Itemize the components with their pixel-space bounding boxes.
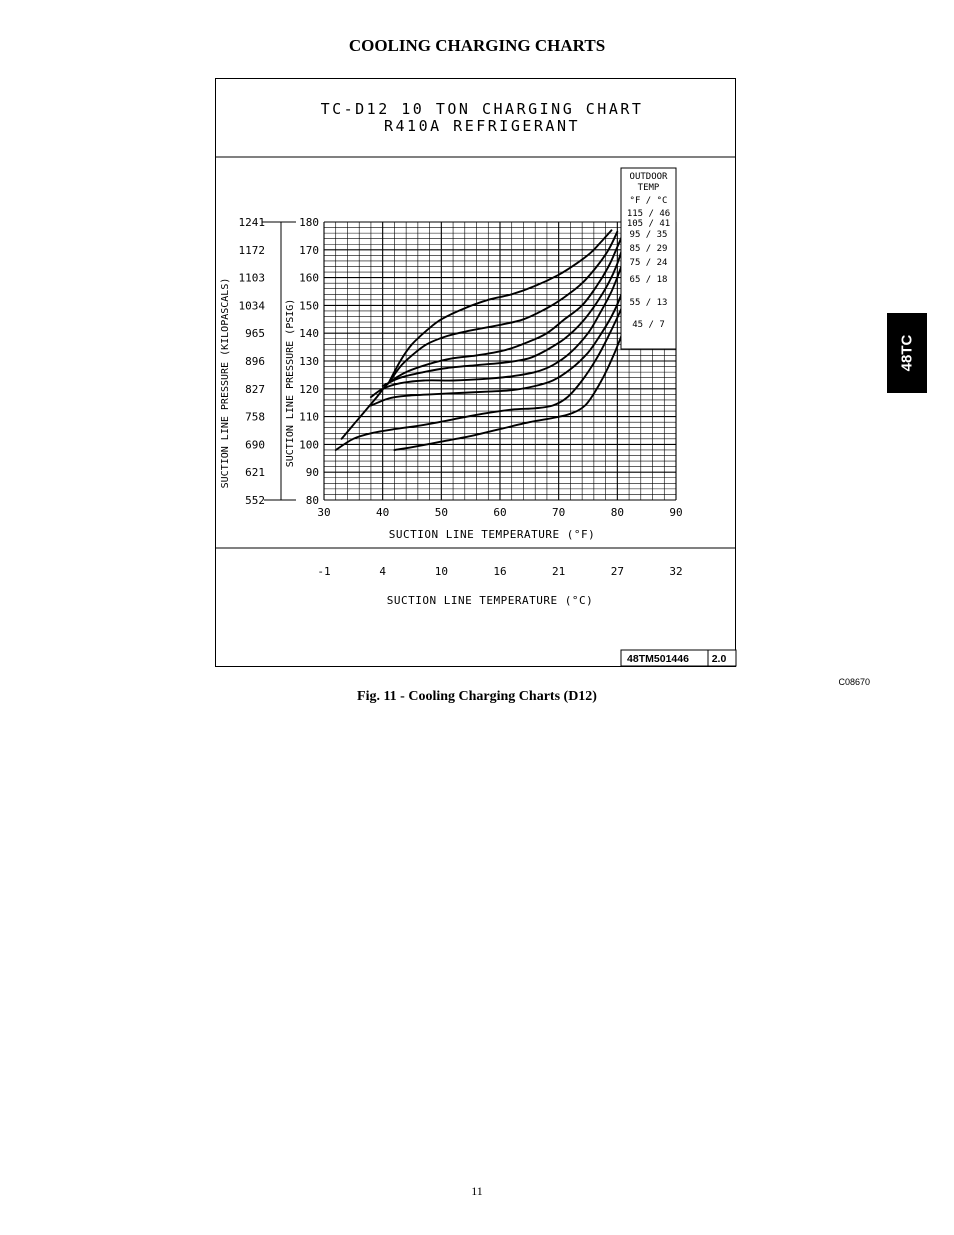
section-tab-label: 48TC [898,334,916,372]
x-tick-label-celsius: 16 [493,565,507,578]
figure-caption: Fig. 11 - Cooling Charging Charts (D12) [357,689,597,704]
x-tick-label: 90 [669,506,683,519]
x-tick-label: 80 [610,506,624,519]
axis-tick-labels [239,216,683,578]
figure-code: C08670 [838,677,870,687]
y-axis-label-kpa: SUCTION LINE PRESSURE (KILOPASCALS) [220,277,231,489]
x-tick-label-celsius: 27 [610,565,624,578]
x-tick-label: 30 [317,506,331,519]
y-axis-label-psig: SUCTION LINE PRESSURE (PSIG) [285,298,296,468]
legend-entry: 55 / 13 [629,298,668,308]
x-tick-label: 50 [434,506,448,519]
y-tick-label-kpa: 1241 [238,216,265,229]
y-tick-label-kpa: 1172 [238,243,265,257]
y-tick-label-psig: 170 [299,243,319,257]
y-tick-label-psig: 80 [305,494,319,507]
y-tick-label-kpa: 965 [245,327,265,341]
y-tick-label-psig: 110 [299,410,319,424]
chart-subtitle: R410A REFRIGERANT [383,117,581,135]
x-tick-label-celsius: 10 [434,565,448,578]
y-tick-label-kpa: 1034 [238,299,265,313]
y-tick-label-psig: 180 [299,216,319,229]
legend-units: °F / °C [629,196,668,206]
x-tick-label-celsius: 32 [669,565,683,578]
y-tick-label-kpa: 758 [245,410,265,424]
legend [621,168,676,349]
x-tick-label: 40 [376,506,390,519]
x-tick-label: 70 [552,506,566,519]
y-tick-label-psig: 150 [299,299,319,313]
section-tab [887,313,927,393]
legend-entry: 105 / 41 [626,219,671,229]
y-tick-label-kpa: 552 [245,494,265,507]
part-number: 48TM501446 [627,653,689,665]
legend-entry: 115 / 46 [626,209,671,219]
legend-entry: 95 / 35 [629,230,668,240]
y-tick-label-kpa: 1103 [238,271,265,285]
y-tick-label-kpa: 621 [245,466,265,480]
legend-entry: 65 / 18 [629,275,668,285]
legend-title-line2: TEMP [637,183,660,193]
y-tick-label-kpa: 896 [245,355,265,368]
x-tick-label-celsius: 4 [379,565,386,578]
y-tick-label-psig: 140 [299,327,319,341]
chart-title: TC-D12 10 TON CHARGING CHART [320,100,644,118]
x-tick-label-celsius: -1 [317,565,331,578]
y-tick-label-kpa: 690 [245,438,265,452]
y-tick-label-psig: 90 [305,466,319,480]
legend-entry: 75 / 24 [629,258,668,268]
revision-number: 2.0 [711,653,727,665]
x-tick-label: 60 [493,506,507,519]
y-tick-label-kpa: 827 [245,382,265,396]
page-heading: COOLING CHARGING CHARTS [348,36,606,55]
legend-entry: 45 / 7 [632,320,665,330]
y-tick-label-psig: 160 [299,271,319,285]
page-number: 11 [471,1184,483,1198]
legend-entry: 85 / 29 [629,244,668,254]
y-tick-label-psig: 130 [299,355,319,368]
y-tick-label-psig: 100 [299,438,319,452]
y-tick-label-psig: 120 [299,382,319,396]
x-axis-label: SUCTION LINE TEMPERATURE (°F) [388,528,596,541]
x-tick-label-celsius: 21 [552,565,566,578]
legend-title-line1: OUTDOOR [629,172,668,182]
x-axis-label-celsius: SUCTION LINE TEMPERATURE (°C) [386,594,594,607]
